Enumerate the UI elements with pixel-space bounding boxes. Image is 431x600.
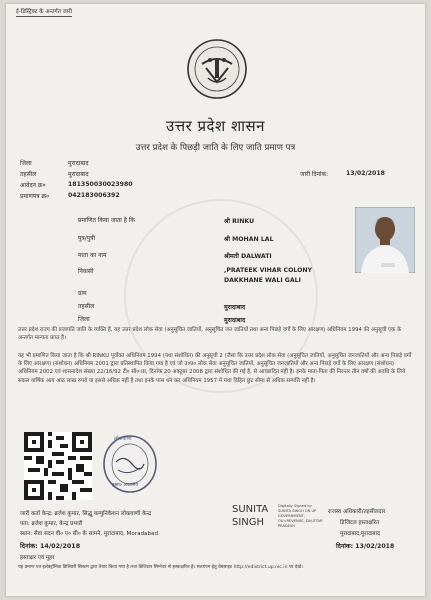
details-intro: प्रमाणित किया जाता है कि — [78, 217, 136, 224]
stamp-ring-text: लोकवाणी — [114, 436, 132, 442]
stamp-center-text: हस्ता० अपठनीय — [112, 483, 138, 488]
meta-value-district: मुरादाबाद — [68, 160, 89, 167]
signature-name-1: SUNITA — [232, 504, 269, 515]
detail-label-mother: माता का नाम — [78, 252, 107, 259]
detail-value-district: मुरादाबाद — [224, 317, 246, 324]
digital-signature-text: Digitally Signed by SUNITA SINGH ON UP GOVERNMENT, OU=REVENUE, DAUTTAR PRADESH — [278, 504, 323, 528]
certificate-paper — [6, 4, 425, 596]
detail-value-address-1: ,PRATEEK VIHAR COLONY — [224, 267, 312, 274]
page-subtitle: उत्तर प्रदेश के पिछड़ी जाति के लिए जाति प्रमाण पत्र — [135, 143, 296, 153]
officer-title: राजस्व अधिकारी/तहसीलदार — [328, 509, 386, 515]
up-emblem-icon — [186, 38, 248, 100]
detail-label-district: जिला — [78, 316, 90, 323]
meta-value-application: 181350030023980 — [68, 181, 133, 188]
signature-name-2: SINGH — [232, 517, 265, 528]
detail-value-parent: श्री MOHAN LAL — [224, 236, 274, 243]
footer-line-4: दिनांक: 14/02/2018 — [20, 542, 81, 550]
detail-value-address-2: DAKKHANE WALI GALI — [224, 277, 301, 284]
detail-value-name: श्री RINKU — [224, 218, 255, 225]
qr-code — [24, 432, 92, 500]
meta-label-certificate: प्रमाणपत्र क्र० — [20, 193, 50, 200]
page-title: उत्तर प्रदेश शासन — [165, 117, 265, 135]
certificate-paragraph-2: यह भी प्रमाणित किया जाता है कि श्री RINKU पूर्वोक्त अधिनियम 1994 (यथा संशोधित) की अनुसूची 2 (जैसा कि उत्तर प्रदेश लोक सेवा (अनुसूचित जातियों, अनुसूचित जनजातियों और अन्य पिछड़े वर्गों के लिए आरक्षण) (संशोधन) अधिनियम 2001 द्वारा प्रतिस्थापित किया गया है एवं जो उ०प्र० लोक सेवा अनुसूचित जातियों, अनुसूचित जनजातियों और अन्य पिछड़े वर्गों के लिए आरक्षण (संशोधन) अधिनियम 2002 एवं शासनादेश संख्या 22/16/92 टी० सी०-III, दिनांक 20 अक्टूबर 2008 द्वारा संशोधित की गई है, से आच्छादित नहीं है। इनके माता-पिता की निरन्तर तीन वर्षों की अवधि के लिये सकल वार्षिक आय आठ लाख रुपये या इससे अधिक नहीं है तथा इनके पास धन कर अधिनियम 1957 में यथा विहित छूट सीमा से अधिक सम्पत्ति नहीं है। — [18, 353, 412, 384]
applicant-photo — [355, 207, 415, 273]
detail-value-tehsil: मुरादाबाद — [224, 304, 246, 311]
meta-label-application: आवेदन क्र० — [20, 182, 46, 189]
certificate-paragraph-1: उत्तर प्रदेश राज्य की प्रजापति जाति के व्यक्ति हैं, यह उत्तर प्रदेश लोक सेवा (अनुसूचित जातियों, अनुसूचित जन जातियों तथा अन्य पिछड़े वर्गों के लिए आरक्षण) अधिनियम 1994 की अनुसूची एक के अन्तर्गत मान्यता प्राप्त है। — [18, 327, 402, 342]
detail-value-mother: श्रीमती DALWATI — [224, 253, 272, 260]
meta-label-district: जिला — [20, 160, 32, 167]
detail-label-tehsil: तहसील — [78, 303, 95, 310]
officer-line-2: डिजिटल हस्ताक्षरित — [340, 520, 380, 526]
issue-date-label: जारी दिनांक: — [300, 171, 329, 178]
officer-line-3: मुरादाबाद,मुरादाबाद — [340, 531, 381, 537]
footer-line-6: यह प्रमाण पत्र इलेक्ट्रॉनिक डिलिवरी सिस्टम द्वारा तैयार किया गया है तथा डिजिटल सिग्नेचर से हस्ताक्षरित है। सत्यापन हेतु वेबसाइट http://edistrict.up.nic.in पर देखें। — [18, 565, 303, 570]
detail-label-parent: पुत्र/पुत्री — [78, 235, 96, 242]
meta-value-tehsil: मुरादाबाद — [68, 171, 89, 178]
officer-date: दिनांक: 13/02/2018 — [336, 543, 395, 550]
detail-label-resident: निवासी — [78, 268, 94, 275]
footer-line-3: स्थान: सेवा सदन वी० ए० सी० के सामने, मुरादाबाद, Moradabad — [20, 531, 159, 537]
footer-line-1: जारी कर्ता केन्द्र: ब्रजेश कुमार, सिद्धू कम्युनिकेशन लोकवाणी केन्द्र — [20, 511, 152, 517]
top-note: ई-डिस्ट्रिक्ट के अन्तर्गत जारी — [16, 9, 73, 15]
footer-line-2: पता: ब्रजेश कुमार, केन्द्र प्रभारी — [20, 521, 83, 527]
issue-date-value: 13/02/2018 — [346, 170, 385, 177]
meta-value-certificate: 042183006392 — [68, 192, 120, 199]
meta-label-tehsil: तहसील — [20, 171, 37, 178]
detail-label-village: ग्राम — [78, 290, 87, 297]
footer-line-5: हस्ताक्षर एवं मुहर — [20, 555, 55, 561]
